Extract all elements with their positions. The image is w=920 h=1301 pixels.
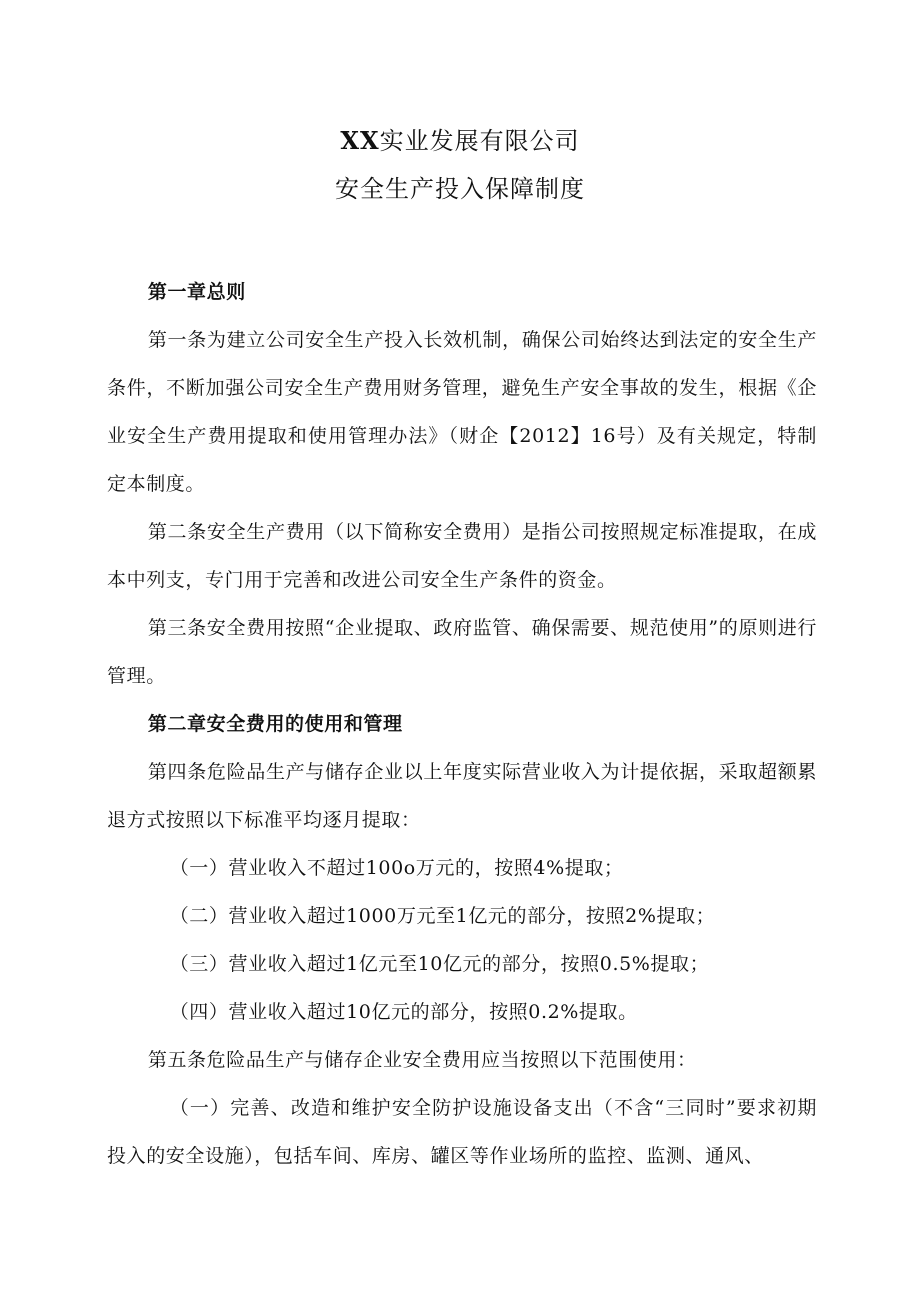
article-5: 第五条危险品生产与储存企业安全费用应当按照以下范围使用： [147,1049,697,1071]
article-3: 第三条安全费用按照“企业提取、政府监管、确保需要、规范使用”的原则进行管理。 [107,617,817,687]
document-title-regulation: 安全生产投入保障制度 [335,175,585,203]
article-4-item-2: （二）营业收入超过1000万元至1亿元的部分，按照2%提取； [169,905,716,927]
company-name-prefix: XX [340,126,380,155]
article-5-item-1: （一）完善、改造和维护安全防护设施设备支出（不含“三同时”要求初期投入的安全设施），包括车间、库房、罐区等作业场所的监控、监测、通风、 [107,1097,817,1167]
document-title-company [0,125,920,157]
company-name-rest: 实业发展有限公司 [379,127,580,155]
article-4-item-1: （一）营业收入不超过100o万元的，按照4%提取； [169,857,624,879]
chapter-2-heading: 第二章安全费用的使用和管理 [147,713,403,735]
article-1: 第一条为建立公司安全生产投入长效机制，确保公司始终达到法定的安全生产条件，不断加强公司安全生产费用财务管理，避免生产安全事故的发生，根据《企业安全生产费用提取和使用管理办法》（财企【2012】16号）及有关规定，特制定本制度。 [107,329,817,495]
article-4-item-4: （四）营业收入超过10亿元的部分，按照0.2%提取。 [169,1001,638,1023]
article-4: 第四条危险品生产与储存企业以上年度实际营业收入为计提依据，采取超额累退方式按照以下标准平均逐月提取： [107,761,817,831]
article-4-item-3: （三）营业收入超过1亿元至10亿元的部分，按照0.5%提取； [169,953,710,975]
document-body [107,268,817,1180]
chapter-1-heading: 第一章总则 [147,281,246,303]
article-2: 第二条安全生产费用（以下简称安全费用）是指公司按照规定标准提取，在成本中列支，专门用于完善和改进公司安全生产条件的资金。 [107,521,817,591]
